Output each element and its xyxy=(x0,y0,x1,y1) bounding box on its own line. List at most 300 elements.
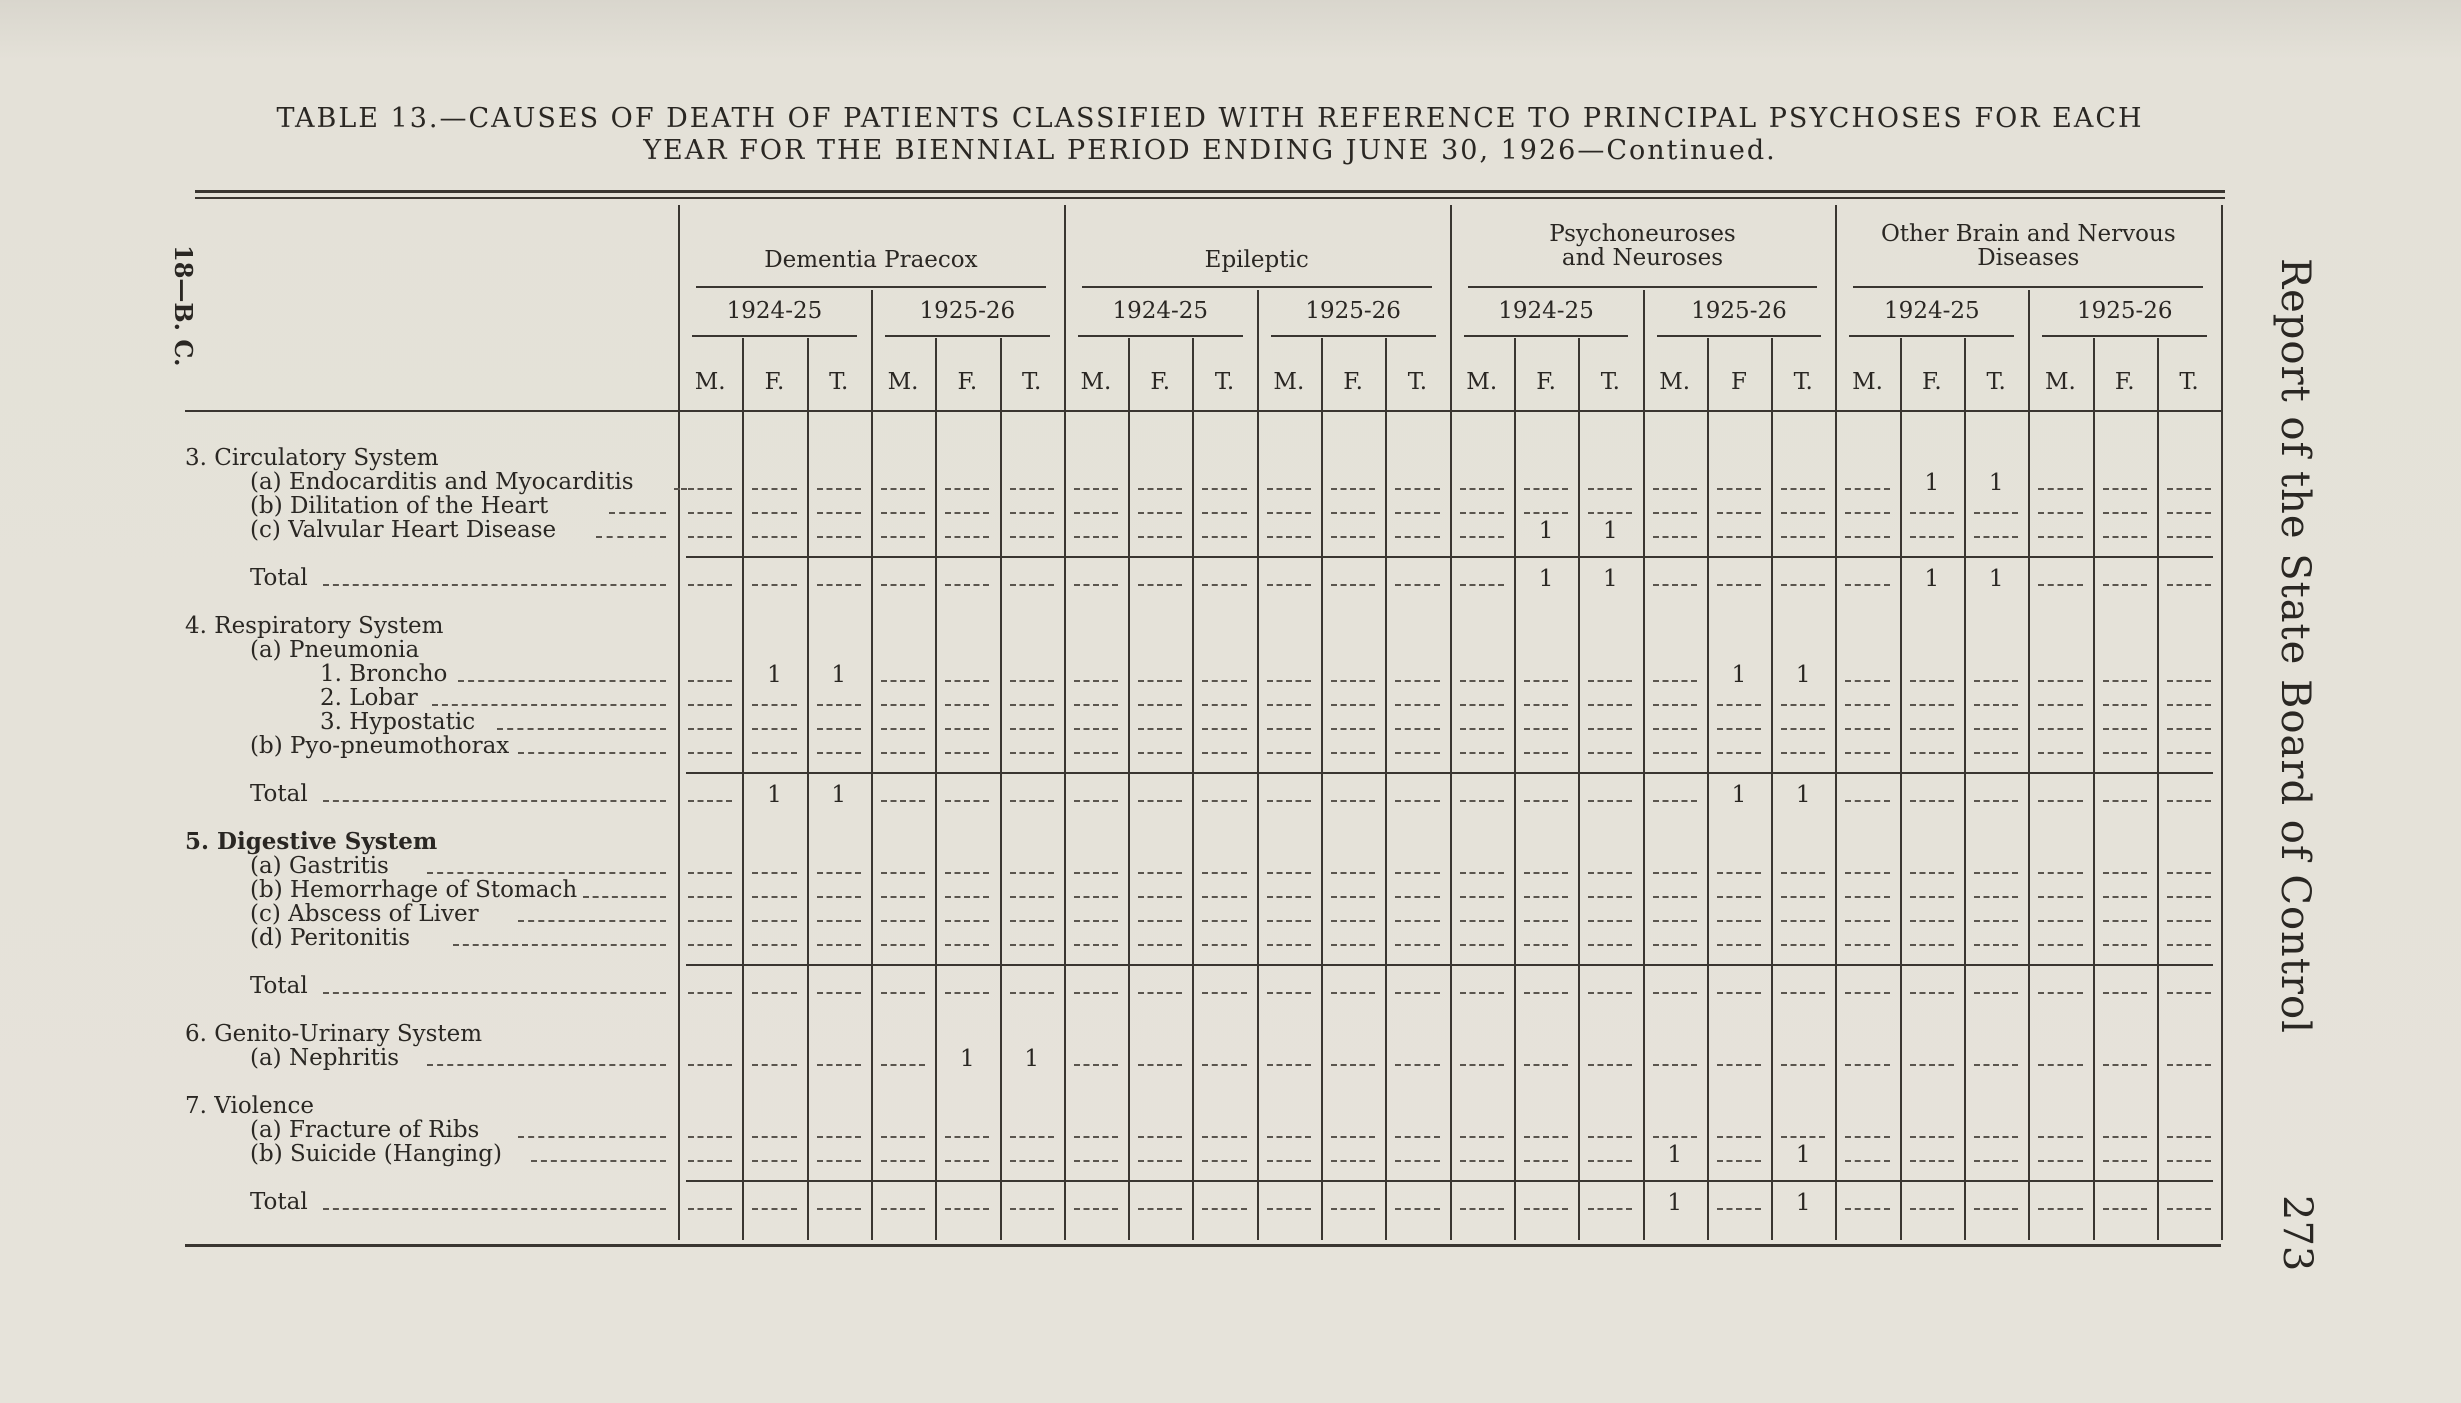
empty-cell-dash xyxy=(1395,704,1439,706)
row-label-text: (b) Dilitation of the Heart xyxy=(250,493,549,519)
empty-cell-dash xyxy=(1717,944,1761,946)
data-cell: 1 xyxy=(1731,662,1747,688)
empty-cell-dash xyxy=(1395,512,1439,514)
data-cell: 1 xyxy=(1795,662,1811,688)
empty-cell-dash xyxy=(1717,896,1761,898)
leader-dots xyxy=(453,944,666,946)
empty-cell-dash xyxy=(2103,728,2147,730)
row-label xyxy=(250,494,548,518)
empty-cell-dash xyxy=(688,704,732,706)
year-underline xyxy=(885,335,1050,337)
empty-cell-dash xyxy=(1460,1208,1504,1210)
empty-cell-dash xyxy=(1010,512,1054,514)
empty-cell-dash xyxy=(2167,1160,2211,1162)
empty-cell-dash xyxy=(2038,512,2082,514)
empty-cell-dash xyxy=(1010,920,1054,922)
empty-cell-dash xyxy=(945,536,989,538)
data-cell: 1 xyxy=(960,1046,975,1072)
empty-cell-dash xyxy=(881,872,925,874)
empty-cell-dash xyxy=(881,752,925,754)
empty-cell-dash xyxy=(2103,488,2147,490)
empty-cell-dash xyxy=(817,896,861,898)
empty-cell-dash xyxy=(2167,728,2211,730)
empty-cell-dash xyxy=(1460,704,1504,706)
empty-cell-dash xyxy=(1524,1064,1568,1066)
data-cell: 1 xyxy=(1731,782,1747,808)
row-label xyxy=(250,518,556,542)
sub-column-header: M. xyxy=(887,369,919,395)
empty-cell-dash xyxy=(817,992,861,994)
empty-cell-dash xyxy=(1395,680,1439,682)
year-header: 1924-25 xyxy=(1498,298,1594,324)
empty-cell-dash xyxy=(688,680,732,682)
leader-dots xyxy=(427,872,666,874)
empty-cell-dash xyxy=(1460,584,1504,586)
empty-cell-dash xyxy=(2038,752,2082,754)
empty-cell-dash xyxy=(2167,1136,2211,1138)
empty-cell-dash xyxy=(1588,896,1632,898)
empty-cell-dash xyxy=(1845,512,1889,514)
column-divider xyxy=(1192,338,1194,1240)
year-underline xyxy=(1078,335,1243,337)
leader-dots xyxy=(609,512,666,514)
data-cell: 1 xyxy=(1024,1046,1039,1072)
empty-cell-dash xyxy=(1717,872,1761,874)
group-divider xyxy=(1064,205,1066,1240)
empty-cell-dash xyxy=(1138,512,1182,514)
empty-cell-dash xyxy=(1074,944,1118,946)
empty-cell-dash xyxy=(817,512,861,514)
group-underline xyxy=(1082,286,1432,288)
data-cell: 1 xyxy=(1795,782,1811,808)
empty-cell-dash xyxy=(1074,1064,1118,1066)
empty-cell-dash xyxy=(1588,992,1632,994)
empty-cell-dash xyxy=(817,872,861,874)
empty-cell-dash xyxy=(1910,1136,1954,1138)
column-divider xyxy=(1385,338,1387,1240)
empty-cell-dash xyxy=(881,992,925,994)
empty-cell-dash xyxy=(945,704,989,706)
empty-cell-dash xyxy=(1202,1208,1246,1210)
empty-cell-dash xyxy=(2167,704,2211,706)
empty-cell-dash xyxy=(1460,800,1504,802)
empty-cell-dash xyxy=(2038,896,2082,898)
empty-cell-dash xyxy=(1845,992,1889,994)
row-label-text: (b) Hemorrhage of Stomach xyxy=(250,877,578,903)
row-label-text: (b) Suicide (Hanging) xyxy=(250,1141,502,1167)
empty-cell-dash xyxy=(752,752,796,754)
empty-cell-dash xyxy=(1974,728,2018,730)
empty-cell-dash xyxy=(2038,584,2082,586)
sub-column-header: T. xyxy=(1022,369,1042,395)
empty-cell-dash xyxy=(1524,752,1568,754)
row-label xyxy=(250,926,410,950)
empty-cell-dash xyxy=(1202,1136,1246,1138)
row-label: 3. Circulatory System xyxy=(185,445,439,471)
empty-cell-dash xyxy=(881,512,925,514)
empty-cell-dash xyxy=(1138,584,1182,586)
column-divider xyxy=(2157,338,2159,1240)
empty-cell-dash xyxy=(1010,1160,1054,1162)
empty-cell-dash xyxy=(2038,728,2082,730)
empty-cell-dash xyxy=(2038,704,2082,706)
empty-cell-dash xyxy=(1974,1208,2018,1210)
empty-cell-dash xyxy=(1331,1160,1375,1162)
data-cell: 1 xyxy=(1988,470,2004,496)
row-label-text: Total xyxy=(250,565,308,591)
empty-cell-dash xyxy=(1138,896,1182,898)
row-label xyxy=(250,1118,479,1142)
empty-cell-dash xyxy=(1653,680,1697,682)
empty-cell-dash xyxy=(1910,752,1954,754)
empty-cell-dash xyxy=(1267,944,1311,946)
empty-cell-dash xyxy=(1074,680,1118,682)
empty-cell-dash xyxy=(1717,752,1761,754)
year-underline xyxy=(1464,335,1629,337)
empty-cell-dash xyxy=(1267,920,1311,922)
empty-cell-dash xyxy=(1524,896,1568,898)
empty-cell-dash xyxy=(1267,752,1311,754)
empty-cell-dash xyxy=(1202,752,1246,754)
empty-cell-dash xyxy=(1202,1160,1246,1162)
empty-cell-dash xyxy=(1910,704,1954,706)
empty-cell-dash xyxy=(2103,896,2147,898)
empty-cell-dash xyxy=(1267,704,1311,706)
data-cell: 1 xyxy=(1603,518,1618,544)
page-signature: 18—B. C. xyxy=(169,245,198,367)
empty-cell-dash xyxy=(1202,872,1246,874)
empty-cell-dash xyxy=(1781,1136,1825,1138)
row-label-text: (a) Nephritis xyxy=(250,1045,399,1071)
empty-cell-dash xyxy=(1267,800,1311,802)
empty-cell-dash xyxy=(881,1160,925,1162)
empty-cell-dash xyxy=(1331,992,1375,994)
empty-cell-dash xyxy=(945,872,989,874)
empty-cell-dash xyxy=(1653,944,1697,946)
total-rule xyxy=(686,964,2213,966)
data-cell: 1 xyxy=(1795,1190,1811,1216)
row-label: 5. Digestive System xyxy=(185,828,438,855)
data-cell: 1 xyxy=(1924,470,1940,496)
empty-cell-dash xyxy=(1331,896,1375,898)
empty-cell-dash xyxy=(1588,752,1632,754)
empty-cell-dash xyxy=(1074,992,1118,994)
data-cell: 1 xyxy=(1795,1142,1811,1168)
empty-cell-dash xyxy=(817,1160,861,1162)
empty-cell-dash xyxy=(1910,896,1954,898)
data-cell: 1 xyxy=(1667,1190,1682,1216)
empty-cell-dash xyxy=(1781,944,1825,946)
empty-cell-dash xyxy=(1138,1160,1182,1162)
empty-cell-dash xyxy=(1588,800,1632,802)
empty-cell-dash xyxy=(817,704,861,706)
empty-cell-dash xyxy=(1588,1064,1632,1066)
empty-cell-dash xyxy=(752,728,796,730)
leader-dots xyxy=(323,992,666,994)
empty-cell-dash xyxy=(2167,872,2211,874)
year-header: 1924-25 xyxy=(1884,298,1980,324)
empty-cell-dash xyxy=(1395,920,1439,922)
column-divider xyxy=(1578,338,1580,1240)
row-label: 6. Genito-Urinary System xyxy=(185,1021,483,1047)
empty-cell-dash xyxy=(1202,728,1246,730)
empty-cell-dash xyxy=(817,584,861,586)
empty-cell-dash xyxy=(1460,944,1504,946)
empty-cell-dash xyxy=(1331,680,1375,682)
empty-cell-dash xyxy=(1653,992,1697,994)
sub-column-header: F. xyxy=(1536,369,1556,395)
empty-cell-dash xyxy=(1074,1136,1118,1138)
empty-cell-dash xyxy=(2167,1208,2211,1210)
empty-cell-dash xyxy=(881,944,925,946)
empty-cell-dash xyxy=(1010,896,1054,898)
empty-cell-dash xyxy=(1781,1064,1825,1066)
empty-cell-dash xyxy=(2167,992,2211,994)
empty-cell-dash xyxy=(1653,1064,1697,1066)
empty-cell-dash xyxy=(1460,992,1504,994)
empty-cell-dash xyxy=(1910,872,1954,874)
empty-cell-dash xyxy=(1202,680,1246,682)
column-divider xyxy=(1321,338,1323,1240)
empty-cell-dash xyxy=(1460,488,1504,490)
empty-cell-dash xyxy=(2103,1208,2147,1210)
empty-cell-dash xyxy=(2038,872,2082,874)
empty-cell-dash xyxy=(1267,896,1311,898)
empty-cell-dash xyxy=(1138,872,1182,874)
row-label xyxy=(320,710,475,734)
empty-cell-dash xyxy=(752,584,796,586)
empty-cell-dash xyxy=(1395,1160,1439,1162)
empty-cell-dash xyxy=(1781,488,1825,490)
row-label-text: (c) Abscess of Liver xyxy=(250,901,479,927)
group-divider xyxy=(1450,205,1452,1240)
empty-cell-dash xyxy=(688,896,732,898)
empty-cell-dash xyxy=(1974,536,2018,538)
empty-cell-dash xyxy=(1074,704,1118,706)
empty-cell-dash xyxy=(1974,920,2018,922)
empty-cell-dash xyxy=(1138,920,1182,922)
empty-cell-dash xyxy=(2103,1160,2147,1162)
empty-cell-dash xyxy=(2103,704,2147,706)
empty-cell-dash xyxy=(752,536,796,538)
empty-cell-dash xyxy=(2167,920,2211,922)
empty-cell-dash xyxy=(1845,1208,1889,1210)
empty-cell-dash xyxy=(1460,896,1504,898)
empty-cell-dash xyxy=(817,1208,861,1210)
empty-cell-dash xyxy=(1588,944,1632,946)
total-rule xyxy=(686,772,2213,774)
empty-cell-dash xyxy=(1267,728,1311,730)
data-cell: 1 xyxy=(1924,566,1940,592)
data-cell: 1 xyxy=(767,782,782,808)
empty-cell-dash xyxy=(1974,512,2018,514)
data-cell: 1 xyxy=(1538,566,1554,592)
empty-cell-dash xyxy=(2167,488,2211,490)
empty-cell-dash xyxy=(752,704,796,706)
empty-cell-dash xyxy=(1331,920,1375,922)
empty-cell-dash xyxy=(1074,536,1118,538)
leader-dots xyxy=(427,1064,666,1066)
empty-cell-dash xyxy=(1074,872,1118,874)
empty-cell-dash xyxy=(752,872,796,874)
column-divider xyxy=(1000,338,1002,1240)
empty-cell-dash xyxy=(1267,992,1311,994)
sub-column-header: T. xyxy=(1600,369,1620,395)
empty-cell-dash xyxy=(1138,488,1182,490)
empty-cell-dash xyxy=(1138,752,1182,754)
leader-dots xyxy=(518,1136,666,1138)
empty-cell-dash xyxy=(1781,584,1825,586)
empty-cell-dash xyxy=(1074,800,1118,802)
empty-cell-dash xyxy=(688,1136,732,1138)
empty-cell-dash xyxy=(1845,1160,1889,1162)
empty-cell-dash xyxy=(1974,992,2018,994)
empty-cell-dash xyxy=(1717,512,1761,514)
column-divider xyxy=(2028,290,2030,1240)
empty-cell-dash xyxy=(2167,512,2211,514)
empty-cell-dash xyxy=(1717,992,1761,994)
empty-cell-dash xyxy=(1010,992,1054,994)
empty-cell-dash xyxy=(1074,584,1118,586)
empty-cell-dash xyxy=(752,992,796,994)
empty-cell-dash xyxy=(1395,752,1439,754)
group-header-3: Psychoneuroses and Neuroses xyxy=(1549,221,1736,271)
empty-cell-dash xyxy=(881,1064,925,1066)
empty-cell-dash xyxy=(1588,488,1632,490)
empty-cell-dash xyxy=(945,728,989,730)
empty-cell-dash xyxy=(1138,728,1182,730)
empty-cell-dash xyxy=(2103,536,2147,538)
empty-cell-dash xyxy=(1267,512,1311,514)
empty-cell-dash xyxy=(688,536,732,538)
empty-cell-dash xyxy=(1717,728,1761,730)
empty-cell-dash xyxy=(2103,944,2147,946)
empty-cell-dash xyxy=(1395,488,1439,490)
empty-cell-dash xyxy=(1910,512,1954,514)
year-header: 1925-26 xyxy=(1305,298,1401,324)
empty-cell-dash xyxy=(1588,704,1632,706)
empty-cell-dash xyxy=(1267,872,1311,874)
empty-cell-dash xyxy=(1524,680,1568,682)
empty-cell-dash xyxy=(1910,728,1954,730)
row-label-text: (a) Gastritis xyxy=(250,853,389,879)
empty-cell-dash xyxy=(1460,920,1504,922)
empty-cell-dash xyxy=(945,944,989,946)
empty-cell-dash xyxy=(817,1064,861,1066)
empty-cell-dash xyxy=(1910,1064,1954,1066)
empty-cell-dash xyxy=(1010,680,1054,682)
empty-cell-dash xyxy=(817,488,861,490)
bottom-rule xyxy=(185,1244,2221,1247)
empty-cell-dash xyxy=(2038,920,2082,922)
row-label-text: Total xyxy=(250,1189,308,1215)
empty-cell-dash xyxy=(1138,1064,1182,1066)
empty-cell-dash xyxy=(752,488,796,490)
empty-cell-dash xyxy=(945,920,989,922)
empty-cell-dash xyxy=(1460,512,1504,514)
sub-column-header: F. xyxy=(764,369,785,395)
empty-cell-dash xyxy=(1331,1208,1375,1210)
row-label xyxy=(250,470,634,494)
empty-cell-dash xyxy=(1331,728,1375,730)
empty-cell-dash xyxy=(1395,944,1439,946)
empty-cell-dash xyxy=(1845,1136,1889,1138)
total-rule xyxy=(686,556,2213,558)
empty-cell-dash xyxy=(1331,1064,1375,1066)
leader-dots xyxy=(323,1208,666,1210)
empty-cell-dash xyxy=(881,704,925,706)
sub-column-header: M. xyxy=(1273,369,1305,395)
empty-cell-dash xyxy=(688,512,732,514)
empty-cell-dash xyxy=(1331,488,1375,490)
empty-cell-dash xyxy=(1845,536,1889,538)
empty-cell-dash xyxy=(1460,728,1504,730)
empty-cell-dash xyxy=(1717,584,1761,586)
empty-cell-dash xyxy=(1010,728,1054,730)
group-underline xyxy=(1853,286,2203,288)
empty-cell-dash xyxy=(688,1208,732,1210)
group-header-1: Dementia Praecox xyxy=(764,247,978,273)
year-underline xyxy=(1849,335,2014,337)
empty-cell-dash xyxy=(1331,1136,1375,1138)
empty-cell-dash xyxy=(1717,1208,1761,1210)
column-divider xyxy=(1643,290,1645,1240)
year-underline xyxy=(1657,335,1822,337)
empty-cell-dash xyxy=(1588,728,1632,730)
page-number: 273 xyxy=(2274,1195,2320,1272)
empty-cell-dash xyxy=(1653,536,1697,538)
empty-cell-dash xyxy=(817,944,861,946)
sub-column-header: M. xyxy=(1659,369,1691,395)
column-divider xyxy=(871,290,873,1240)
empty-cell-dash xyxy=(1331,512,1375,514)
empty-cell-dash xyxy=(1202,704,1246,706)
empty-cell-dash xyxy=(1717,1136,1761,1138)
empty-cell-dash xyxy=(1781,536,1825,538)
row-label-text: 2. Lobar xyxy=(320,685,418,711)
empty-cell-dash xyxy=(2103,680,2147,682)
empty-cell-dash xyxy=(1138,704,1182,706)
empty-cell-dash xyxy=(1074,920,1118,922)
empty-cell-dash xyxy=(817,728,861,730)
empty-cell-dash xyxy=(1460,536,1504,538)
title-line-1: TABLE 13.—CAUSES OF DEATH OF PATIENTS CLASSIFIED WITH REFERENCE TO PRINCIPAL PSYCHOSES FOR EACH xyxy=(276,103,2144,134)
empty-cell-dash xyxy=(1653,800,1697,802)
data-cell: 1 xyxy=(767,662,782,688)
empty-cell-dash xyxy=(1267,1160,1311,1162)
empty-cell-dash xyxy=(1074,1160,1118,1162)
empty-cell-dash xyxy=(881,680,925,682)
empty-cell-dash xyxy=(2038,1136,2082,1138)
empty-cell-dash xyxy=(1845,920,1889,922)
sub-column-header: T. xyxy=(2179,369,2199,395)
empty-cell-dash xyxy=(1202,896,1246,898)
empty-cell-dash xyxy=(2167,800,2211,802)
row-label xyxy=(250,974,308,998)
data-cell: 1 xyxy=(1538,518,1554,544)
empty-cell-dash xyxy=(688,800,732,802)
empty-cell-dash xyxy=(1781,512,1825,514)
title-line-2: YEAR FOR THE BIENNIAL PERIOD ENDING JUNE 30, 1926—Continued. xyxy=(643,135,1777,166)
empty-cell-dash xyxy=(2038,944,2082,946)
empty-cell-dash xyxy=(2038,1064,2082,1066)
row-label xyxy=(250,878,577,902)
empty-cell-dash xyxy=(2103,752,2147,754)
row-label-text: 3. Hypostatic xyxy=(320,709,476,735)
empty-cell-dash xyxy=(1395,872,1439,874)
empty-cell-dash xyxy=(2103,920,2147,922)
empty-cell-dash xyxy=(1845,872,1889,874)
